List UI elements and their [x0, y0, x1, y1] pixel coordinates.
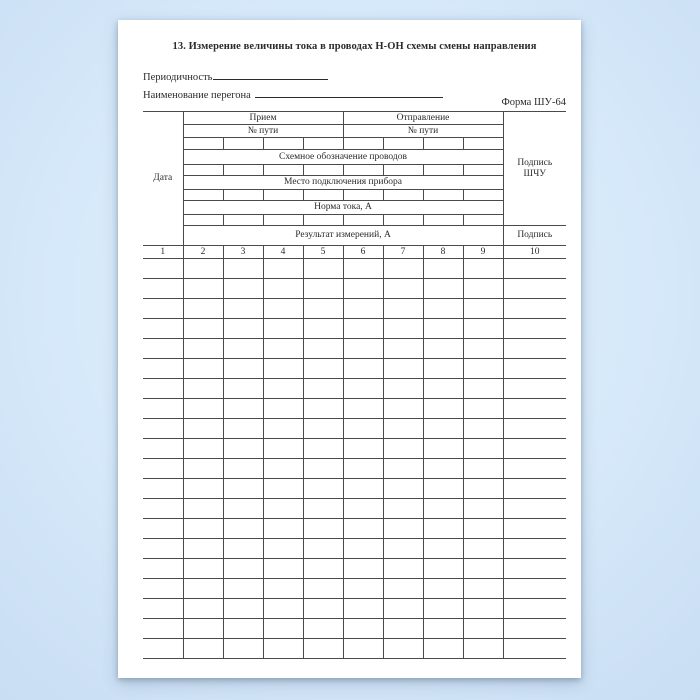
body-cell [463, 439, 503, 459]
table-row [143, 279, 566, 299]
body-cell [143, 499, 183, 519]
column-number-cell: 5 [303, 246, 343, 259]
body-cell [463, 319, 503, 339]
body-cell [263, 479, 303, 499]
body-cell [183, 399, 223, 419]
column-number-cell: 8 [423, 246, 463, 259]
body-cell [143, 319, 183, 339]
empty-cell [423, 215, 463, 226]
body-cell [383, 259, 423, 279]
body-cell [223, 539, 263, 559]
body-cell [343, 559, 383, 579]
body-cell [423, 459, 463, 479]
body-cell [423, 339, 463, 359]
body-cell [463, 299, 503, 319]
body-cell [223, 499, 263, 519]
body-cell [303, 519, 343, 539]
body-cell [423, 379, 463, 399]
empty-cell [263, 138, 303, 150]
empty-cell [183, 215, 223, 226]
empty-cell [383, 138, 423, 150]
body-cell [343, 479, 383, 499]
body-cell [143, 539, 183, 559]
body-cell [383, 339, 423, 359]
empty-cell [463, 165, 503, 176]
body-cell [183, 439, 223, 459]
column-number-cell: 2 [183, 246, 223, 259]
body-cell [223, 379, 263, 399]
body-cell [503, 579, 566, 599]
body-cell [223, 639, 263, 659]
body-cell [303, 639, 343, 659]
table-row [143, 639, 566, 659]
body-cell [303, 399, 343, 419]
body-cell [303, 379, 343, 399]
body-cell [343, 619, 383, 639]
body-cell [503, 439, 566, 459]
body-cell [223, 419, 263, 439]
body-cell [143, 279, 183, 299]
empty-cell [343, 215, 383, 226]
body-cell [223, 439, 263, 459]
body-cell [503, 499, 566, 519]
body-cell [463, 279, 503, 299]
body-cell [143, 479, 183, 499]
body-cell [223, 519, 263, 539]
header-cell-current-norm: Норма тока, А [183, 201, 503, 215]
header-cell-track-number-departure: № пути [343, 125, 503, 138]
body-cell [183, 319, 223, 339]
body-cell [183, 359, 223, 379]
body-cell [183, 459, 223, 479]
body-cell [303, 279, 343, 299]
body-cell [303, 439, 343, 459]
body-cell [463, 519, 503, 539]
body-cell [383, 379, 423, 399]
body-cell [383, 399, 423, 419]
body-cell [383, 299, 423, 319]
body-cell [423, 319, 463, 339]
body-cell [143, 339, 183, 359]
body-cell [143, 599, 183, 619]
body-cell [303, 259, 343, 279]
body-cell [183, 339, 223, 359]
body-cell [143, 559, 183, 579]
body-cell [423, 479, 463, 499]
body-cell [383, 479, 423, 499]
body-cell [183, 479, 223, 499]
body-cell [463, 499, 503, 519]
column-number-cell: 4 [263, 246, 303, 259]
body-cell [343, 259, 383, 279]
form-code: Форма ШУ-64 [501, 97, 566, 108]
body-cell [383, 599, 423, 619]
empty-cell [263, 190, 303, 201]
body-cell [383, 619, 423, 639]
body-cell [263, 379, 303, 399]
body-cell [423, 579, 463, 599]
body-cell [463, 639, 503, 659]
empty-cell [383, 165, 423, 176]
body-cell [503, 619, 566, 639]
body-cell [303, 619, 343, 639]
body-cell [423, 299, 463, 319]
body-cell [463, 599, 503, 619]
body-cell [423, 539, 463, 559]
body-cell [303, 599, 343, 619]
body-cell [503, 259, 566, 279]
current-norm-entry-row [143, 215, 566, 226]
table-row [143, 519, 566, 539]
body-cell [463, 259, 503, 279]
header-cell-departure: Отправление [343, 112, 503, 125]
header-cell-reception: Прием [183, 112, 343, 125]
empty-cell [463, 138, 503, 150]
body-cell [343, 599, 383, 619]
body-cell [383, 559, 423, 579]
body-cell [463, 399, 503, 419]
body-cell [343, 519, 383, 539]
body-cell [463, 479, 503, 499]
empty-cell [303, 190, 343, 201]
header-cell-track-number-reception: № пути [183, 125, 343, 138]
table-row [143, 399, 566, 419]
body-cell [183, 499, 223, 519]
body-cell [343, 419, 383, 439]
signature-shchu-line2: ШЧУ [523, 168, 546, 179]
body-cell [343, 579, 383, 599]
empty-cell [183, 190, 223, 201]
body-cell [343, 279, 383, 299]
body-cell [503, 279, 566, 299]
body-cell [263, 519, 303, 539]
body-cell [303, 359, 343, 379]
body-cell [263, 299, 303, 319]
body-cell [343, 439, 383, 459]
table-body [143, 259, 566, 659]
body-cell [143, 639, 183, 659]
body-cell [143, 519, 183, 539]
body-cell [303, 419, 343, 439]
header-cell-wire-designation: Схемное обозначение проводов [183, 150, 503, 165]
body-cell [383, 459, 423, 479]
body-cell [183, 539, 223, 559]
table-row [143, 439, 566, 459]
body-cell [343, 499, 383, 519]
body-cell [303, 579, 343, 599]
body-cell [263, 419, 303, 439]
body-cell [343, 299, 383, 319]
body-cell [263, 539, 303, 559]
body-cell [463, 579, 503, 599]
body-cell [223, 259, 263, 279]
body-cell [503, 399, 566, 419]
body-cell [463, 559, 503, 579]
page-content [143, 20, 566, 659]
column-number-cell: 10 [503, 246, 566, 259]
table-row [143, 259, 566, 279]
body-cell [223, 479, 263, 499]
body-cell [423, 359, 463, 379]
field-periodicity [143, 68, 566, 85]
body-cell [343, 339, 383, 359]
body-cell [503, 299, 566, 319]
table-row [143, 459, 566, 479]
body-cell [303, 559, 343, 579]
body-cell [303, 459, 343, 479]
document-title: 13. Измерение величины тока в проводах Н-ОН схемы смены направления [172, 41, 537, 52]
column-numbers-row [143, 246, 566, 259]
field-section-name-label: Наименование перегона [143, 90, 251, 101]
body-cell [383, 499, 423, 519]
table-row [143, 599, 566, 619]
body-cell [183, 299, 223, 319]
body-cell [463, 419, 503, 439]
body-cell [143, 379, 183, 399]
column-number-cell: 9 [463, 246, 503, 259]
body-cell [143, 619, 183, 639]
table-row [143, 419, 566, 439]
body-cell [263, 339, 303, 359]
column-number-cell: 6 [343, 246, 383, 259]
body-cell [503, 319, 566, 339]
body-cell [463, 459, 503, 479]
body-cell [143, 439, 183, 459]
body-cell [263, 599, 303, 619]
body-cell [223, 459, 263, 479]
table-row [143, 479, 566, 499]
body-cell [143, 399, 183, 419]
table-row [143, 579, 566, 599]
body-cell [503, 639, 566, 659]
body-cell [223, 339, 263, 359]
body-cell [423, 439, 463, 459]
body-cell [303, 479, 343, 499]
table-row [143, 559, 566, 579]
body-cell [343, 379, 383, 399]
body-cell [383, 279, 423, 299]
body-cell [223, 399, 263, 419]
body-cell [223, 359, 263, 379]
body-cell [263, 399, 303, 419]
body-cell [303, 499, 343, 519]
body-cell [143, 259, 183, 279]
empty-cell [463, 215, 503, 226]
body-cell [263, 259, 303, 279]
body-cell [183, 519, 223, 539]
body-cell [183, 419, 223, 439]
empty-cell [303, 165, 343, 176]
body-cell [223, 579, 263, 599]
document-page [118, 20, 581, 678]
body-cell [263, 639, 303, 659]
body-cell [143, 299, 183, 319]
body-cell [183, 279, 223, 299]
empty-cell [343, 138, 383, 150]
body-cell [503, 419, 566, 439]
column-number-cell: 1 [143, 246, 183, 259]
body-cell [463, 359, 503, 379]
measurement-table [143, 111, 566, 659]
body-cell [383, 519, 423, 539]
body-cell [503, 339, 566, 359]
body-cell [463, 339, 503, 359]
wire-designation-entry-row [143, 165, 566, 176]
table-row [143, 539, 566, 559]
body-cell [143, 579, 183, 599]
body-cell [423, 559, 463, 579]
body-cell [263, 439, 303, 459]
body-cell [423, 259, 463, 279]
body-cell [263, 279, 303, 299]
body-cell [383, 639, 423, 659]
body-cell [223, 299, 263, 319]
body-cell [463, 539, 503, 559]
body-cell [263, 459, 303, 479]
body-cell [463, 379, 503, 399]
table-row [143, 619, 566, 639]
body-cell [223, 619, 263, 639]
body-cell [303, 299, 343, 319]
body-cell [263, 559, 303, 579]
body-cell [503, 459, 566, 479]
header-cell-device-connection: Место подключения прибора [183, 176, 503, 190]
empty-cell [303, 138, 343, 150]
table-row [143, 499, 566, 519]
header-cell-signature-shchu [503, 112, 566, 226]
body-cell [183, 639, 223, 659]
body-cell [263, 359, 303, 379]
empty-cell [223, 215, 263, 226]
empty-cell [263, 165, 303, 176]
track-number-entry-row [143, 138, 566, 150]
body-cell [183, 619, 223, 639]
body-cell [183, 259, 223, 279]
body-cell [383, 439, 423, 459]
body-cell [223, 319, 263, 339]
body-cell [263, 619, 303, 639]
empty-cell [223, 138, 263, 150]
body-cell [143, 419, 183, 439]
body-cell [223, 599, 263, 619]
body-cell [183, 599, 223, 619]
empty-cell [223, 190, 263, 201]
device-connection-entry-row [143, 190, 566, 201]
body-cell [423, 599, 463, 619]
column-number-cell: 3 [223, 246, 263, 259]
body-cell [263, 319, 303, 339]
table-row [143, 319, 566, 339]
body-cell [423, 419, 463, 439]
body-cell [263, 579, 303, 599]
body-cell [503, 479, 566, 499]
header-cell-measurement-result: Результат измерений, А [183, 226, 503, 246]
body-cell [423, 639, 463, 659]
body-cell [143, 459, 183, 479]
empty-cell [183, 165, 223, 176]
header-cell-date: Дата [143, 112, 183, 246]
body-cell [343, 639, 383, 659]
body-cell [383, 319, 423, 339]
body-cell [423, 619, 463, 639]
table-row [143, 379, 566, 399]
body-cell [503, 539, 566, 559]
body-cell [223, 279, 263, 299]
body-cell [503, 379, 566, 399]
body-cell [263, 499, 303, 519]
column-number-cell: 7 [383, 246, 423, 259]
body-cell [343, 319, 383, 339]
body-cell [503, 519, 566, 539]
empty-cell [183, 138, 223, 150]
empty-cell [423, 190, 463, 201]
blank-line [255, 86, 443, 98]
body-cell [383, 539, 423, 559]
body-cell [343, 399, 383, 419]
body-cell [183, 559, 223, 579]
table-row [143, 299, 566, 319]
body-cell [343, 539, 383, 559]
field-periodicity-label: Периодичность [143, 72, 213, 83]
body-cell [343, 459, 383, 479]
body-cell [423, 499, 463, 519]
body-cell [503, 359, 566, 379]
empty-cell [303, 215, 343, 226]
body-cell [303, 319, 343, 339]
body-cell [383, 579, 423, 599]
empty-cell [263, 215, 303, 226]
body-cell [183, 379, 223, 399]
blank-line [213, 68, 328, 80]
body-cell [143, 359, 183, 379]
body-cell [223, 559, 263, 579]
table-row [143, 359, 566, 379]
empty-cell [423, 138, 463, 150]
body-cell [343, 359, 383, 379]
empty-cell [343, 165, 383, 176]
body-cell [303, 539, 343, 559]
empty-cell [383, 190, 423, 201]
empty-cell [223, 165, 263, 176]
body-cell [503, 559, 566, 579]
body-cell [303, 339, 343, 359]
body-cell [503, 599, 566, 619]
empty-cell [343, 190, 383, 201]
empty-cell [423, 165, 463, 176]
body-cell [423, 279, 463, 299]
body-cell [423, 399, 463, 419]
header-cell-signature: Подпись [503, 226, 566, 246]
empty-cell [463, 190, 503, 201]
body-cell [183, 579, 223, 599]
empty-cell [383, 215, 423, 226]
signature-shchu-line1: Подпись [517, 157, 553, 168]
table-row [143, 339, 566, 359]
body-cell [383, 419, 423, 439]
body-cell [463, 619, 503, 639]
body-cell [423, 519, 463, 539]
body-cell [383, 359, 423, 379]
